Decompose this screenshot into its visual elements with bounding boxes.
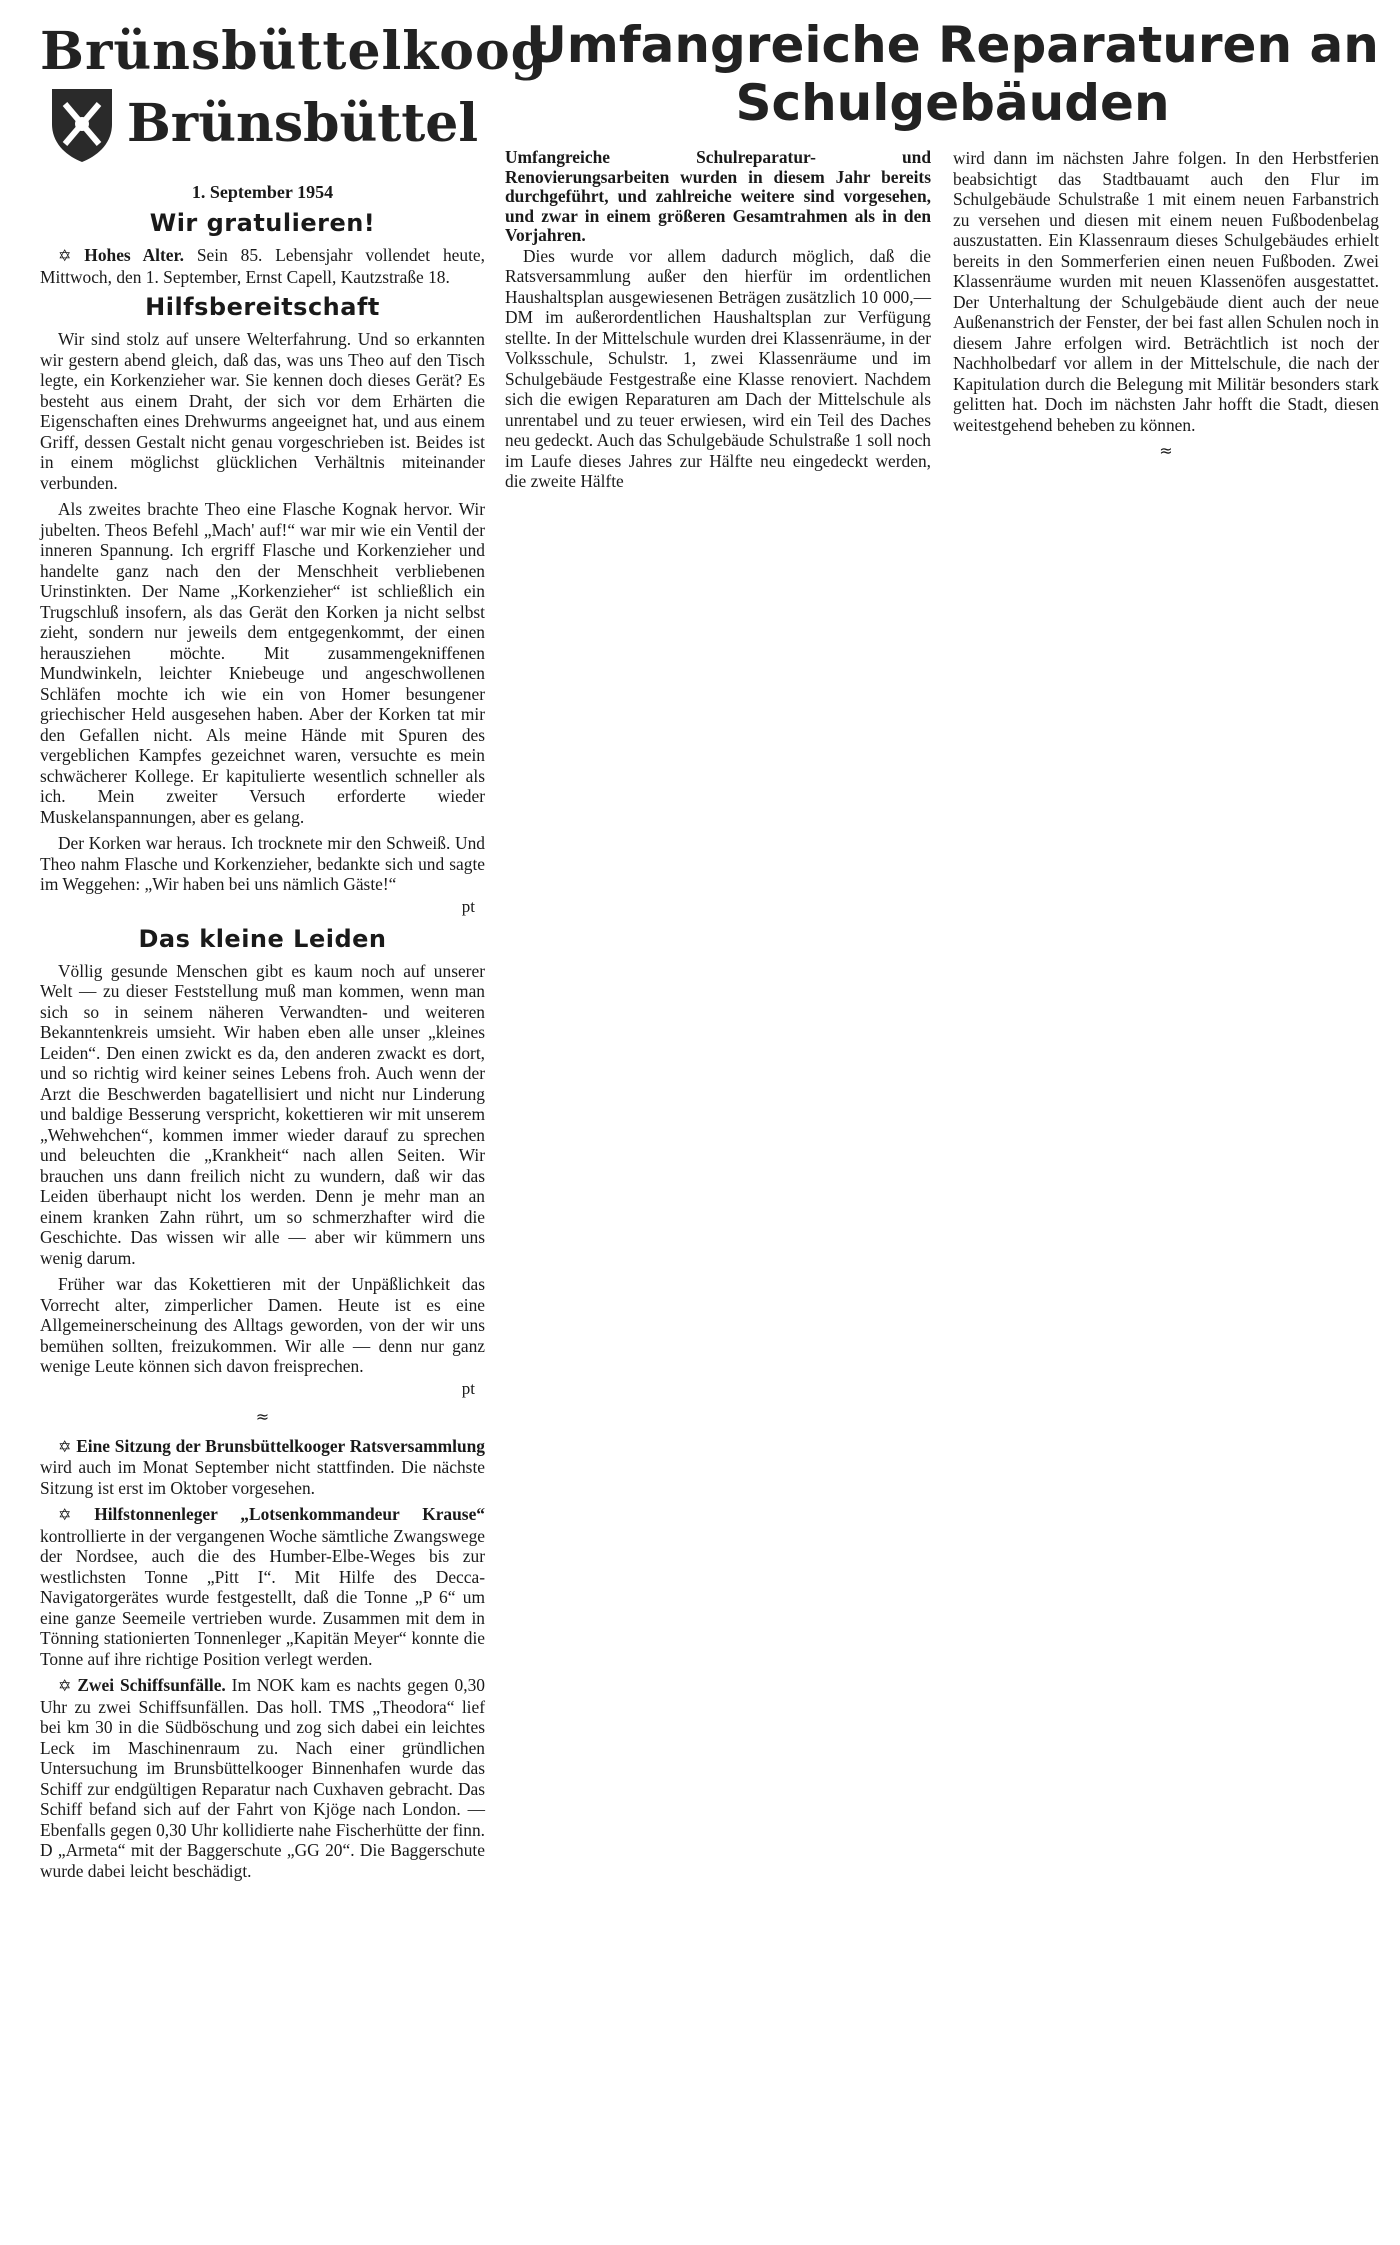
- star-icon: ✡: [58, 1436, 72, 1456]
- heading-leiden: Das kleine Leiden: [138, 924, 387, 953]
- notice-sitzung: [40, 1436, 485, 1499]
- coat-of-arms-icon: [47, 84, 117, 164]
- article-end-mark: ≈: [1159, 441, 1173, 460]
- article-p2: wird dann im nächsten Jahre folgen. In den Herbstferien beabsichtigt das Stadtbauamt auch den Flur im Schulgebäude Schulstraße 1 mit einem neuen Farbanstrich zu versehen und diesen mit einem neuen Fußbodenbelag auszustatten. Ein Klassenraum dieses Schulgebäudes erhielt bereits in den Sommerferien einen neuen Fußboden. Zwei Klassenräume wurden mit neuen Klassenöfen ausgestattet. Der Unterhaltung der Schulgebäude dient auch der neue Außenanstrich der Fenster, der bei fast allen Schulen noch in diesem Jahre erfolgen wird. Beträchtlich ist noch der Nachholbedarf vor allem in der Mittelschule, die nach der Kapitulation durch die Belegung mit Militär besonders stark gelitten hat. Doch im nächsten Jahr hofft die Stadt, diesen weitestgehend beheben zu können.: [953, 148, 1379, 435]
- issue-date: 1. September 1954: [191, 182, 334, 202]
- masthead: [40, 21, 549, 164]
- hilfsbereitschaft-p1: Wir sind stolz auf unsere Welterfahrung. Und so erkannten wir gestern abend gleich, daß das, was uns Theo auf den Tisch legte, ein Korkenzieher war. Sie kennen doch dieses Gerät? Es besteht aus einem Draht, der sich vor dem Erhärten die Eigenschaften eines Drehwurms angeeignet hat, und aus einem Griff, dessen Gestalt nicht genau vorgeschrieben ist. Beides ist in einem möglichst glücklichen Verhältnis miteinander verbunden.: [40, 329, 485, 493]
- article-body: [505, 148, 1400, 498]
- notice-tonnenleger-lead: Hilfstonnenleger „Lotsenkommandeur Krause“: [94, 1504, 485, 1524]
- star-icon: ✡: [58, 246, 72, 265]
- gratulieren-lead: Hohes Alter.: [84, 245, 184, 265]
- notice-schiffsunfaelle-lead: Zwei Schiffsunfälle.: [77, 1675, 226, 1695]
- heading-gratulieren: Wir gratulieren!: [149, 209, 376, 237]
- gratulieren-paragraph: [40, 245, 485, 287]
- article-p1: Dies wurde vor allem dadurch möglich, daß die Ratsversammlung außer den hierfür im ordentlichen Haushaltsplan ausgewiesenen Beträgen zusätzlich 10 000,— DM im außerordentlichen Haushaltsplan zur Verfügung stellte. In der Mittelschule wurden drei Klassenräume, in der Volksschule, Schulstr. 1, zwei Klassenräume und im Schulgebäude Festgestraße eine Klasse renoviert. Nachdem sich die ewigen Reparaturen am Dach der Mittelschule als unrentabel und zu teuer erwiesen, wird ein Teil des Daches neu gedeckt. Auch das Schulgebäude Schulstraße 1 soll noch im Laufe dieses Jahres zur Hälfte neu eingedeckt werden, die zweite Hälfte: [505, 245, 931, 491]
- notice-sitzung-text: wird auch im Monat September nicht stattfinden. Die nächste Sitzung ist erst im Oktober vorgesehen.: [40, 1457, 485, 1498]
- article-title: Umfangreiche Reparaturen an Schulgebäuden: [526, 16, 1379, 132]
- article-lead: Umfangreiche Schulreparatur- und Renovierungsarbeiten wurden in diesem Jahr bereits durchgeführt, und zahlreiche weitere sind vorgesehen, und zwar in einem größeren Gesamtrahmen als in den Vorjahren.: [505, 147, 931, 245]
- gratulieren-text: Sein 85. Lebensjahr vollendet heute, Mittwoch, den 1. September, Ernst Capell, Kautzstraße 18.: [40, 245, 485, 287]
- leiden-p1: Völlig gesunde Menschen gibt es kaum noch auf unserer Welt — zu dieser Feststellung muß man kommen, wenn man sich so in seinem näheren Verwandten- und weiteren Bekanntenkreis umsieht. Wir haben eben alle unser „kleines Leiden“. Den einen zwickt es da, den anderen zwackt es dort, und so richtig wird keiner seines Lebens froh. Auch wenn der Arzt die Beschwerden bagatellisiert und nicht nur Linderung und baldige Besserung verspricht, kokettieren wir mit unserem „Wehwehchen“, kommen immer wieder darauf zu sprechen und beleuchten die „Krankheit“ nach allen Seiten. Wir brauchen uns dann freilich nicht zu wundern, daß wir das Leiden überhaupt nicht los werden. Denn je mehr man an einem kranken Zahn rührt, um so schmerzhafter wird die Geschichte. Das wissen wir alle — aber wir kümmern uns wenig darum.: [40, 960, 485, 1268]
- star-icon: ✡: [58, 1505, 72, 1524]
- hilfsbereitschaft-signature: pt: [461, 896, 475, 916]
- star-icon: ✡: [58, 1676, 72, 1695]
- notice-tonnenleger: [40, 1504, 485, 1669]
- leiden-p2: Früher war das Kokettieren mit der Unpäßlichkeit das Vorrecht alter, zimperlicher Damen. Heute ist es eine Allgemeinerscheinung des Alltags geworden, von der wir uns bemühen sollten, freizukommen. Wir alle — denn nur ganz wenige Leute können sich davon freisprechen.: [40, 1274, 485, 1376]
- notice-schiffsunfaelle: [40, 1675, 485, 1881]
- notice-sitzung-lead: Eine Sitzung der Brunsbüttelkooger Ratsversammlung: [76, 1435, 485, 1456]
- leiden-signature: pt: [461, 1378, 475, 1398]
- masthead-row: [40, 84, 485, 164]
- article-col-1: [505, 148, 931, 498]
- article-col-2: [953, 148, 1379, 498]
- left-column: [40, 0, 549, 1887]
- section-divider: ≈: [255, 1406, 270, 1426]
- notice-tonnenleger-text: kontrollierte in der vergangenen Woche sämtliche Zwangswege der Nordsee, auch die des Humber-Elbe-Weges bis zur westlichsten Tonne „Pitt I“. Mit Hilfe des Decca-Navigatorgerätes wurde festgestellt, daß die Tonne „P 6“ um eine ganze Seemeile vertrieben wurde. Zusammen mit dem in Tönning stationierten Tonnenleger „Kapitän Meyer“ konnte die Tonne auf ihre richtige Position verlegt werden.: [40, 1525, 485, 1669]
- notice-schiffsunfaelle-text: Im NOK kam es nachts gegen 0,30 Uhr zu zwei Schiffsunfällen. Das holl. TMS „Theodora“ lief bei km 30 in die Südböschung und zog sich dabei ein leichtes Leck im Maschinenraum zu. Nach einer gründlichen Untersuchung im Brunsbüttelkooger Binnenhafen wurde das Schiff zur endgültigen Reparatur nach Cuxhaven gebracht. Das Schiff befand sich auf der Fahrt von Kjöge nach London. — Ebenfalls gegen 0,30 Uhr kollidierte nahe Fischerhütte der finn. D „Armeta“ mit der Baggerschute „GG 20“. Die Baggerschute wurde dabei leicht beschädigt.: [40, 1675, 485, 1881]
- hilfsbereitschaft-p3: Der Korken war heraus. Ich trocknete mir den Schweiß. Und Theo nahm Flasche und Korkenzieher, bedankte sich und sagte im Weggehen: „Wir haben bei uns nämlich Gäste!“: [40, 833, 485, 894]
- right-column: [505, 0, 1400, 498]
- masthead-town-1: Brünsbüttelkoog: [40, 21, 549, 82]
- masthead-town-2: Brünsbüttel: [126, 93, 479, 154]
- heading-hilfsbereitschaft: Hilfsbereitschaft: [145, 293, 380, 321]
- hilfsbereitschaft-p2: Als zweites brachte Theo eine Flasche Kognak hervor. Wir jubelten. Theos Befehl „Mach' auf!“ war mir wie ein Ventil der inneren Spannung. Ich ergriff Flasche und Korkenzieher und handelte ganz nach den der Menschheit verbliebenen Urinstinkten. Der Name „Korkenzieher“ ist schließlich ein Trugschluß insofern, als das Gerät den Korken ja nicht selbst zieht, sondern nur jeweils dem entgegenkommt, der einen herausziehen möchte. Mit zusammengekniffenen Mundwinkeln, leichter Kniebeuge und angeschwollenen Schläfen mochte ich wie ein von Homer besungener griechischer Held ausgesehen haben. Aber der Korken tat mir den Gefallen nicht. Als meine Hände mit Spuren des vergeblichen Kampfes gezeichnet waren, versuchte es mein schwächerer Kollege. Er kapitulierte wesentlich schneller als ich. Mein zweiter Versuch erforderte wieder Muskelanspannungen, aber es gelang.: [40, 499, 485, 827]
